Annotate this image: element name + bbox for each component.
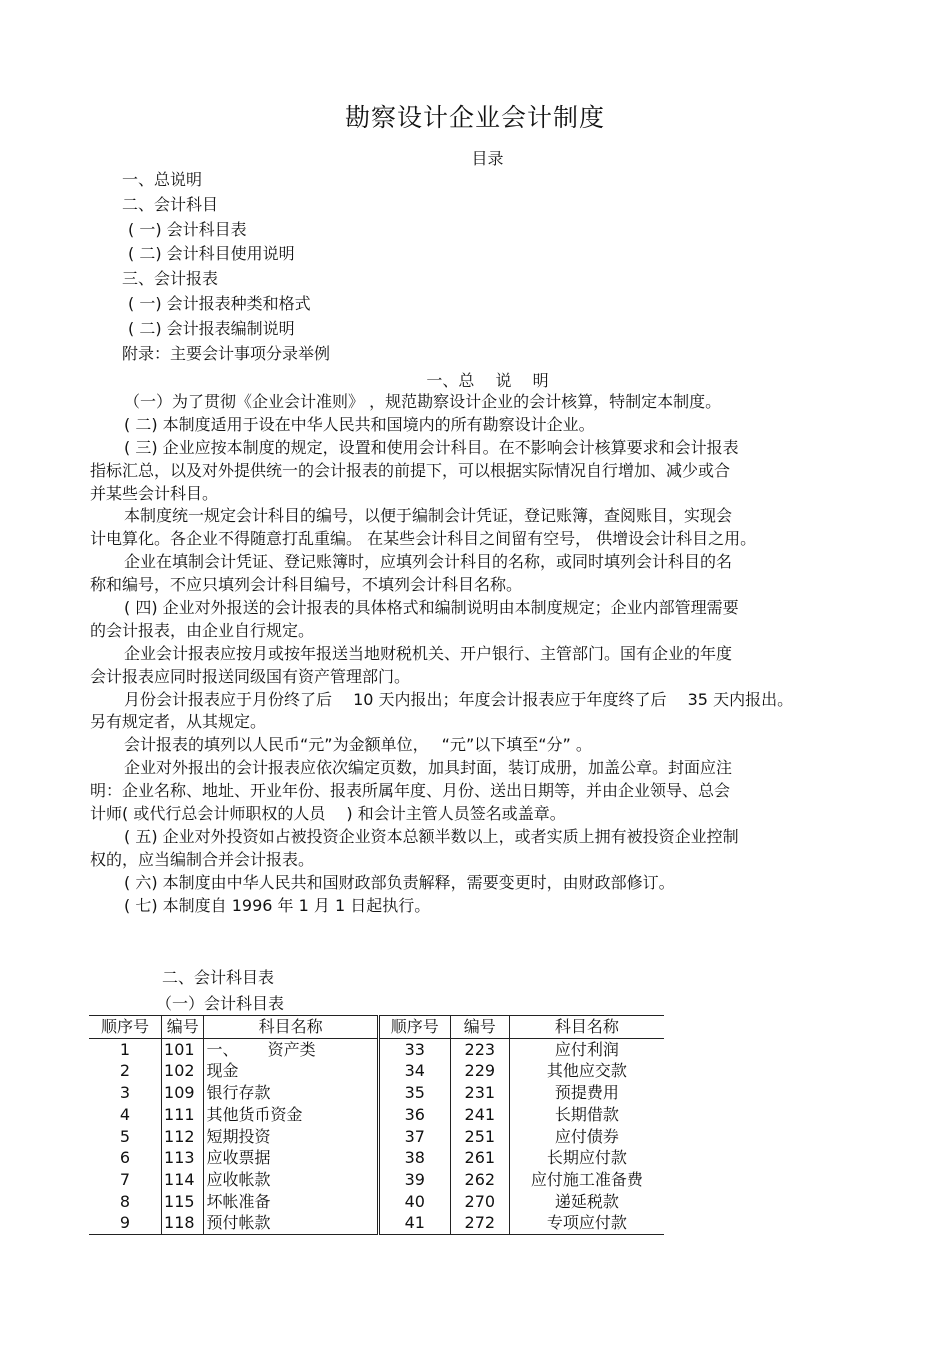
cell-name-2: 长期借款	[554, 1104, 619, 1124]
body-line: 企业对外报出的会计报表应依次编定页数，加具封面，装订成册，加盖公章。封面应注	[124, 758, 733, 778]
table-header-row	[89, 1016, 664, 1039]
cell-code: 111	[162, 1104, 204, 1126]
body-line: ( 六) 本制度由中华人民共和国财政部负责解释，需要变更时，由财政部修订。	[124, 872, 675, 892]
body-line: 月份会计报表应于月份终了后 10 天内报出；年度会计报表应于年度终了后 35 天内报出。	[124, 689, 794, 709]
subsection-heading-accounts-table: （一）会计科目表	[156, 994, 285, 1013]
cell-name-2: 递延税款	[554, 1191, 619, 1211]
cell-seq: 9	[89, 1212, 162, 1234]
cell-seq-2: 34	[378, 1060, 450, 1082]
cell-seq-2: 40	[378, 1191, 450, 1213]
cell-code: 113	[162, 1147, 204, 1169]
toc-item: 二、会计科目	[122, 194, 219, 214]
cell-name-2: 应付债券	[554, 1126, 619, 1146]
cell-name-2: 预提费用	[554, 1083, 619, 1103]
header-code-2: 编号	[450, 1016, 509, 1039]
body-line: 的会计报表，由企业自行规定。	[90, 620, 315, 640]
table-row	[89, 1082, 664, 1104]
header-seq-2: 顺序号	[378, 1016, 450, 1039]
body-line: 企业在填制会计凭证、登记账簿时，应填列会计科目的名称，或同时填列会计科目的名	[124, 552, 733, 572]
cell-seq: 3	[89, 1082, 162, 1104]
table-row	[89, 1126, 664, 1148]
toc-item: 一、总说明	[122, 170, 203, 189]
cell-seq: 5	[89, 1126, 162, 1148]
cell-code-2: 251	[450, 1126, 509, 1148]
cell-code-2: 272	[450, 1212, 509, 1234]
body-line: 计师( 或代行总会计师职权的人员 ) 和会计主管人员签名或盖章。	[90, 804, 566, 824]
table-row	[89, 1169, 664, 1191]
general-description-body	[90, 391, 860, 917]
cell-name-2: 长期应付款	[546, 1148, 627, 1168]
header-seq: 顺序号	[89, 1016, 162, 1039]
cell-code-2: 231	[450, 1082, 509, 1104]
toc-item: 三、会计报表	[122, 269, 219, 289]
body-line: 会计报表应同时报送同级国有资产管理部门。	[90, 666, 411, 686]
cell-code-2: 223	[450, 1038, 509, 1060]
cell-code: 118	[162, 1212, 204, 1234]
document-title: 勘察设计企业会计制度	[344, 103, 605, 132]
body-line: （一）为了贯彻《企业会计准则》 ，规范勘察设计企业的会计核算，特制定本制度。	[124, 392, 722, 411]
body-line: 明：企业名称、地址、开业年份、报表所属年度、月份、送出日期等，并由企业领导、总会	[90, 781, 731, 801]
cell-code-2: 229	[450, 1060, 509, 1082]
body-line: 称和编号，不应只填列会计科目编号，不填列会计科目名称。	[90, 575, 523, 595]
cell-name: 现金	[204, 1060, 378, 1082]
toc-item: ( 一) 会计科目表	[128, 219, 247, 239]
body-line: 会计报表的填列以人民币“元”为金额单位， “元”以下填至“分” 。	[124, 735, 592, 755]
cell-name: 一、 资产类	[204, 1038, 378, 1060]
cell-name: 应收票据	[204, 1147, 378, 1169]
header-name-2: 科目名称	[509, 1016, 664, 1039]
cell-code-2: 262	[450, 1169, 509, 1191]
cell-name: 其他货币资金	[204, 1104, 378, 1126]
body-line: 并某些会计科目。	[90, 483, 219, 503]
body-line: 企业会计报表应按月或按年报送当地财税机关、开户银行、主管部门。国有企业的年度	[124, 643, 733, 663]
cell-seq-2: 35	[378, 1082, 450, 1104]
cell-name-2: 应付利润	[554, 1039, 619, 1059]
cell-code: 114	[162, 1169, 204, 1191]
cell-name: 坏帐准备	[204, 1191, 378, 1213]
cell-seq: 8	[89, 1191, 162, 1213]
cell-seq-2: 38	[378, 1147, 450, 1169]
cell-name-2: 其他应交款	[546, 1061, 627, 1081]
cell-name-2: 应付施工准备费	[530, 1169, 643, 1189]
cell-seq-2: 36	[378, 1104, 450, 1126]
table-row	[89, 1038, 664, 1060]
cell-seq-2: 39	[378, 1169, 450, 1191]
toc-item: 附录：主要会计事项分录举例	[122, 343, 331, 363]
cell-code: 112	[162, 1126, 204, 1148]
toc-label: 目录	[471, 149, 504, 168]
cell-code-2: 270	[450, 1191, 509, 1213]
table-row	[89, 1147, 664, 1169]
cell-seq-2: 41	[378, 1212, 450, 1234]
cell-seq: 4	[89, 1104, 162, 1126]
cell-name: 银行存款	[204, 1082, 378, 1104]
section-heading-accounts: 二、会计科目表	[162, 968, 275, 987]
body-line: 指标汇总，以及对外提供统一的会计报表的前提下，可以根据实际情况自行增加、减少或合	[90, 460, 731, 480]
cell-name: 短期投资	[204, 1126, 378, 1148]
cell-seq: 2	[89, 1060, 162, 1082]
toc-item: ( 二) 会计科目使用说明	[128, 244, 295, 264]
header-code: 编号	[162, 1016, 204, 1039]
cell-name-2: 专项应付款	[509, 1212, 664, 1234]
cell-code: 101	[162, 1038, 204, 1060]
table-row	[89, 1191, 664, 1213]
body-line: ( 二) 本制度适用于设在中华人民共和国境内的所有勘察设计企业。	[124, 414, 595, 434]
cell-name: 应收帐款	[204, 1169, 378, 1191]
table-of-contents	[122, 168, 822, 366]
cell-seq-2: 37	[378, 1126, 450, 1148]
body-line: ( 四) 企业对外报送的会计报表的具体格式和编制说明由本制度规定；企业内部管理需要	[124, 598, 739, 618]
cell-code-2: 261	[450, 1147, 509, 1169]
body-line: ( 七) 本制度自 1996 年 1 月 1 日起执行。	[124, 895, 431, 915]
body-line: 权的，应当编制合并会计报表。	[90, 849, 315, 869]
cell-seq-2: 33	[378, 1038, 450, 1060]
body-line: 本制度统一规定会计科目的编号，以便于编制会计凭证，登记账簿，查阅账目，实现会	[124, 506, 733, 526]
section-heading-general: 一、总 说 明	[426, 371, 549, 390]
accounts-table	[89, 1015, 664, 1235]
table-row	[89, 1104, 664, 1126]
header-name: 科目名称	[204, 1016, 378, 1039]
toc-item: ( 一) 会计报表种类和格式	[128, 293, 311, 313]
toc-item: ( 二) 会计报表编制说明	[128, 318, 295, 338]
body-line: ( 三) 企业应按本制度的规定，设置和使用会计科目。在不影响会计核算要求和会计报表	[124, 437, 739, 457]
table-row	[89, 1060, 664, 1082]
body-line: 另有规定者，从其规定。	[90, 712, 267, 732]
cell-code-2: 241	[450, 1104, 509, 1126]
cell-seq: 1	[89, 1038, 162, 1060]
cell-code: 102	[162, 1060, 204, 1082]
body-line: 计电算化。各企业不得随意打乱重编。 在某些会计科目之间留有空号， 供增设会计科目之用。	[90, 529, 757, 549]
cell-code: 109	[162, 1082, 204, 1104]
cell-code: 115	[162, 1191, 204, 1213]
cell-name: 预付帐款	[204, 1212, 378, 1234]
cell-seq: 7	[89, 1169, 162, 1191]
body-line: ( 五) 企业对外投资如占被投资企业资本总额半数以上，或者实质上拥有被投资企业控制	[124, 826, 739, 846]
table-row	[89, 1212, 664, 1234]
cell-seq: 6	[89, 1147, 162, 1169]
